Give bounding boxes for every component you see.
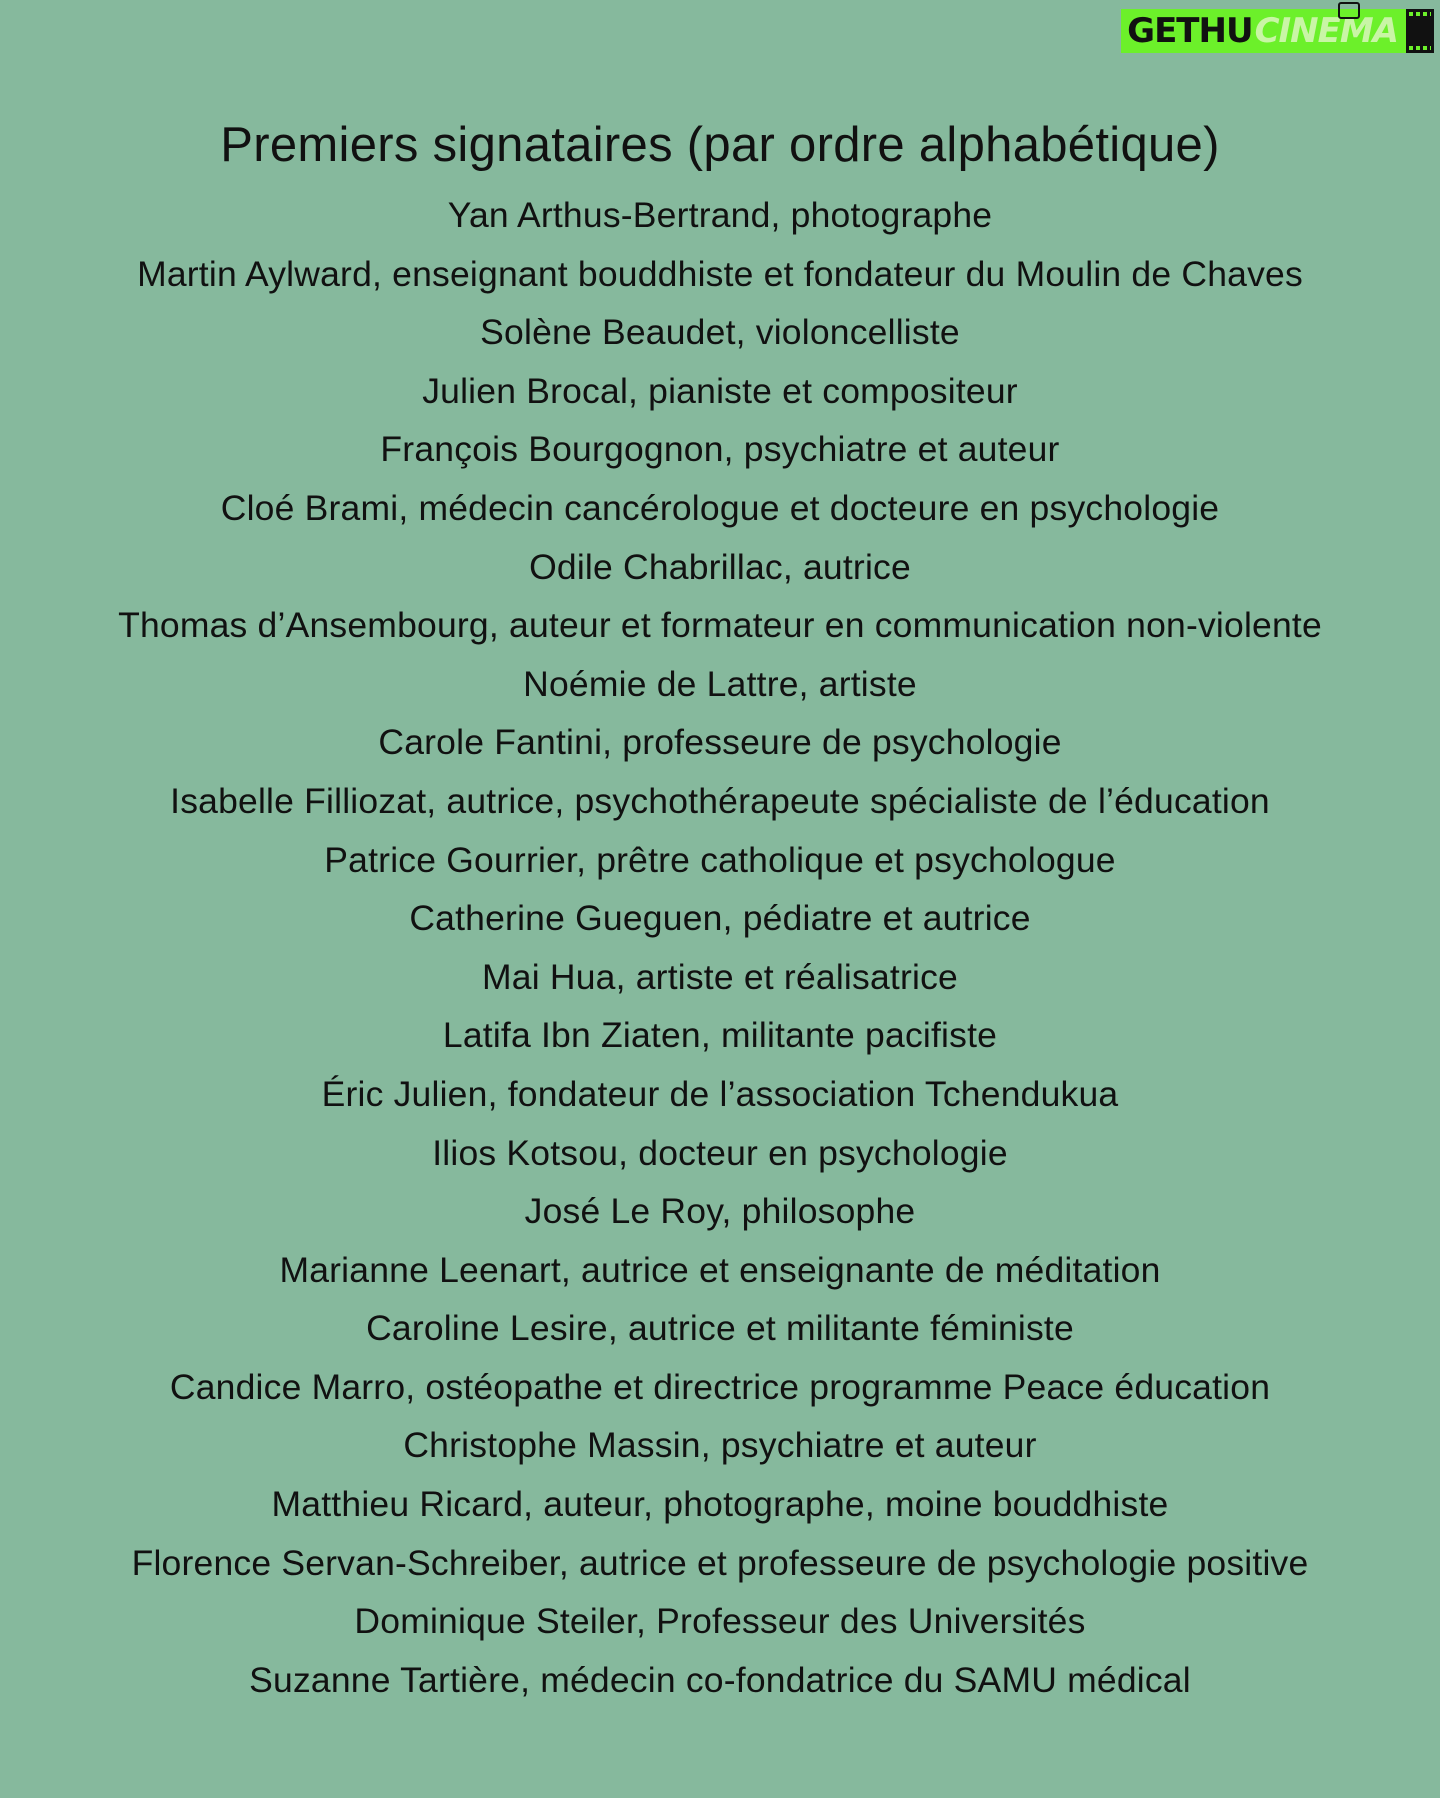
watermark-text — [1121, 9, 1406, 53]
list-item: Patrice Gourrier, prêtre catholique et psychologue — [324, 839, 1116, 880]
list-item: François Bourgognon, psychiatre et auteur — [380, 429, 1060, 470]
list-item: Carole Fantini, professeure de psychologie — [378, 722, 1062, 763]
watermark-text-main: GETHU — [1127, 11, 1253, 51]
list-item: Dominique Steiler, Professeur des Universités — [354, 1601, 1086, 1642]
list-item: Solène Beaudet, violoncelliste — [480, 312, 960, 353]
list-item: Marianne Leenart, autrice et enseignante de méditation — [279, 1249, 1161, 1290]
list-item: Yan Arthus-Bertrand, photographe — [447, 195, 993, 235]
camera-icon — [1338, 2, 1360, 19]
list-item: Latifa Ibn Ziaten, militante pacifiste — [442, 1015, 998, 1056]
list-item: Matthieu Ricard, auteur, photographe, moine bouddhiste — [271, 1484, 1169, 1525]
list-item: Candice Marro, ostéopathe et directrice programme Peace éducation — [169, 1366, 1271, 1407]
list-item: Odile Chabrillac, autrice — [529, 546, 911, 587]
list-item: Thomas d’Ansembourg, auteur et formateur en communication non-violente — [118, 605, 1322, 646]
list-item: José Le Roy, philosophe — [524, 1191, 916, 1232]
list-item: Ilios Kotsou, docteur en psychologie — [432, 1132, 1008, 1173]
list-item: Christophe Massin, psychiatre et auteur — [403, 1425, 1037, 1466]
watermark-text-secondary: CINEMA — [1254, 11, 1398, 51]
list-item: Noémie de Lattre, artiste — [523, 663, 917, 704]
list-item: Martin Aylward, enseignant bouddhiste et fondateur du Moulin de Chaves — [137, 253, 1303, 294]
list-item: Julien Brocal, pianiste et compositeur — [422, 370, 1018, 411]
list-item: Caroline Lesire, autrice et militante féministe — [366, 1308, 1074, 1349]
list-item: Cloé Brami, médecin cancérologue et docteure en psychologie — [220, 487, 1220, 528]
list-item: Isabelle Filliozat, autrice, psychothérapeute spécialiste de l’éducation — [170, 780, 1270, 821]
list-item: Catherine Gueguen, pédiatre et autrice — [409, 898, 1031, 939]
signatories-list — [0, 186, 1440, 1709]
list-item: Éric Julien, fondateur de l’association Tchendukua — [321, 1073, 1119, 1114]
list-item: Suzanne Tartière, médecin co-fondatrice du SAMU médical — [249, 1659, 1191, 1700]
list-item: Mai Hua, artiste et réalisatrice — [482, 956, 958, 997]
watermark-logo — [1121, 8, 1434, 54]
film-strip-icon — [1406, 9, 1434, 53]
signatories-section — [0, 112, 1440, 1709]
list-item: Florence Servan-Schreiber, autrice et professeure de psychologie positive — [131, 1542, 1309, 1583]
page-title: Premiers signataires (par ordre alphabétique) — [220, 118, 1220, 172]
